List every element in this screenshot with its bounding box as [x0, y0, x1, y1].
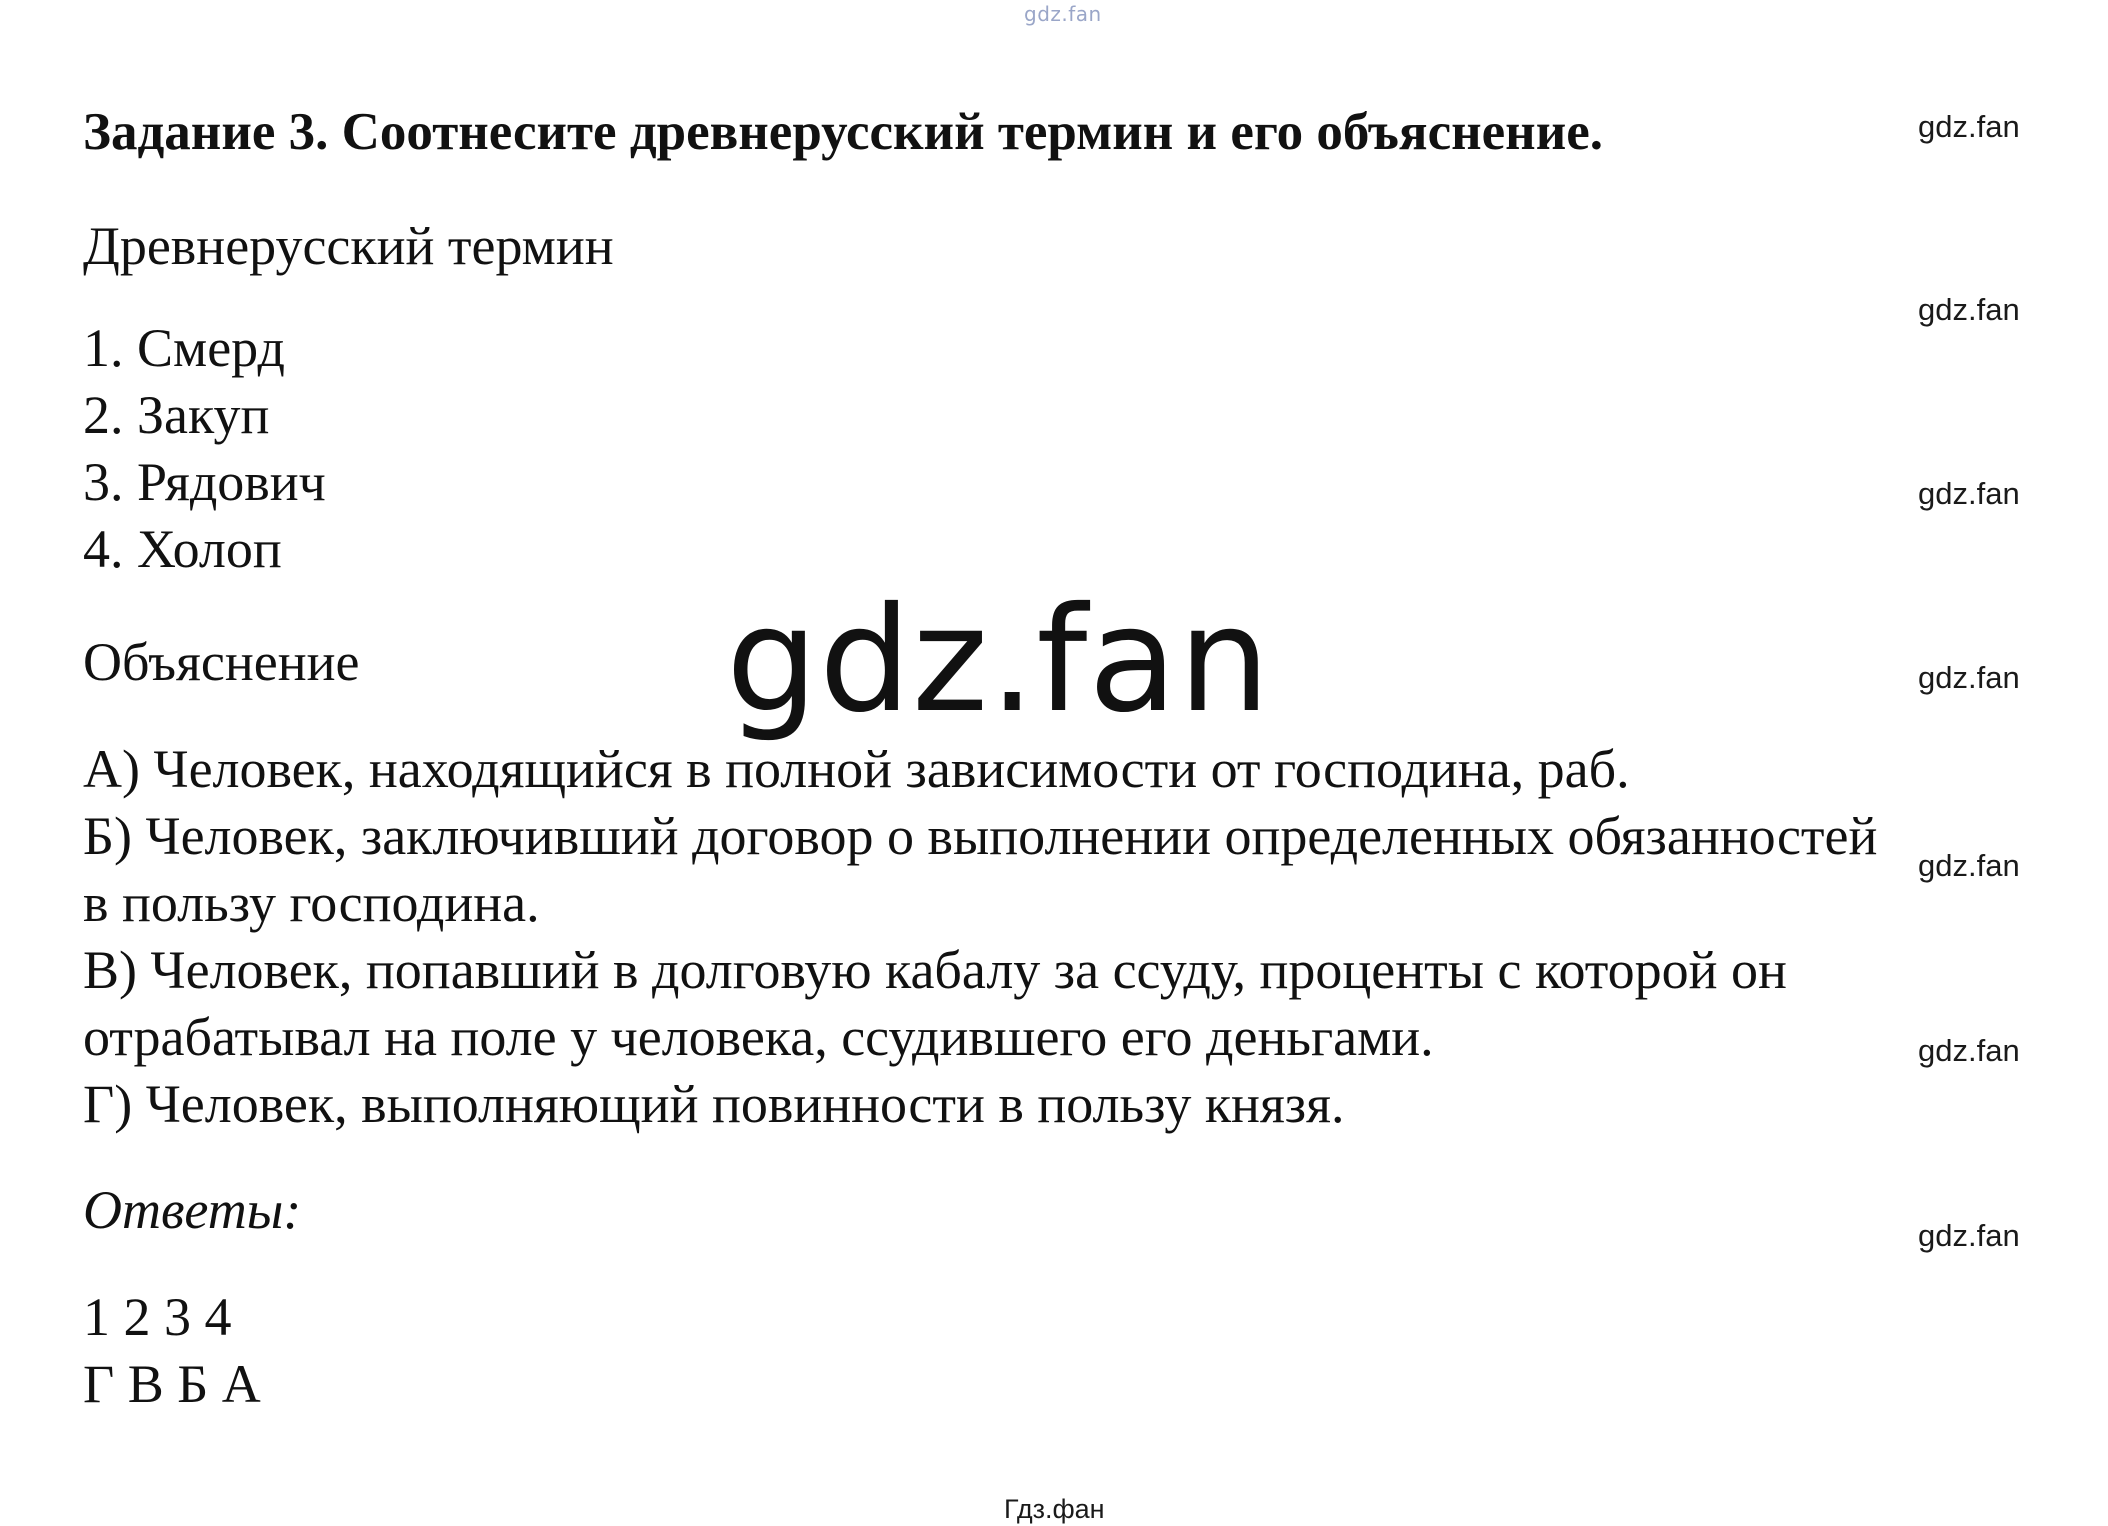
explanation-line: отрабатывал на поле у человека, ссудившего его деньгами. — [83, 1007, 1434, 1067]
term-item: 1. Смерд — [83, 318, 285, 378]
term-item: 2. Закуп — [83, 385, 270, 445]
answers-heading: Ответы: — [83, 1180, 302, 1240]
explanation-line: Г) Человек, выполняющий повинности в пользу князя. — [83, 1074, 1345, 1134]
answers-numbers-row: 1 2 3 4 — [83, 1287, 232, 1347]
answers-letters-row: Г В Б А — [83, 1354, 261, 1414]
term-item: 4. Холоп — [83, 519, 282, 579]
watermark-center: gdz.fan — [726, 576, 1272, 745]
watermark-top: gdz.fan — [1024, 2, 1102, 26]
watermark-bottom: Гдз.фан — [1004, 1494, 1105, 1524]
explanation-list — [83, 736, 1877, 1138]
task-title: Задание 3. Соотнесите древнерусский термин и его объяснение. — [83, 103, 1604, 161]
explanations-heading: Объяснение — [83, 632, 360, 692]
watermark-side: gdz.fan — [1918, 292, 2020, 327]
watermark-side: gdz.fan — [1918, 109, 2020, 144]
watermark-side: gdz.fan — [1918, 476, 2020, 511]
answers-table — [83, 1284, 261, 1418]
watermark-side: gdz.fan — [1918, 1218, 2020, 1253]
watermark-side: gdz.fan — [1918, 660, 2020, 695]
explanation-line: Б) Человек, заключивший договор о выполнении определенных обязанностей — [83, 806, 1878, 866]
term-list — [83, 315, 326, 583]
explanation-line: В) Человек, попавший в долговую кабалу за ссуду, проценты с которой он — [83, 940, 1787, 1000]
watermark-side: gdz.fan — [1918, 1033, 2020, 1068]
explanation-line: в пользу господина. — [83, 873, 540, 933]
explanation-line: А) Человек, находящийся в полной зависимости от господина, раб. — [83, 739, 1630, 799]
terms-heading: Древнерусский термин — [83, 216, 614, 276]
watermark-side: gdz.fan — [1918, 848, 2020, 883]
term-item: 3. Рядович — [83, 452, 326, 512]
